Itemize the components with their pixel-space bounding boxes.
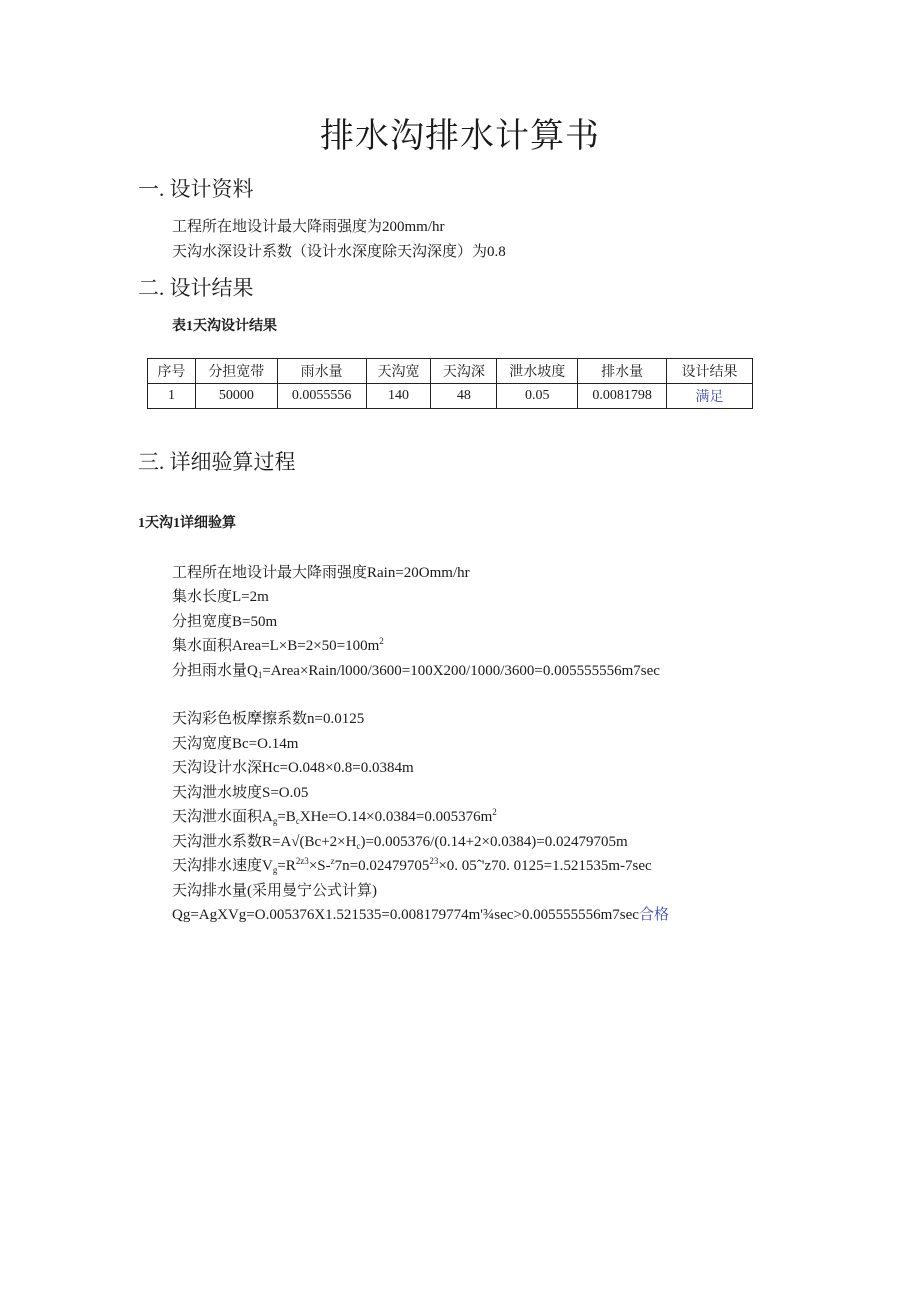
cell-gutter-width: 140 [366,384,431,409]
calc-rain-intensity: 工程所在地设计最大降雨强度Rain=20Omm/hr [172,565,470,581]
calc-flow-area: 天沟泄水面积$A_g=B_cXHe=O.14\times 0.0384=0.005376m^2$ [172,807,497,826]
calc-discharge-title: 天沟排水量(采用曼宁公式计算) [172,883,377,899]
column-header-discharge: 排水量 [578,359,667,384]
column-header-gutter-width: 天沟宽 [366,359,431,384]
calc-catchment-length: 集水长度L=2m [172,589,269,605]
section-heading-detailed-calculation: 三. 详细验算过程 [138,450,296,474]
pass-label: 合格 [638,907,669,923]
cell-discharge: 0.0081798 [578,384,667,409]
cell-result: 满足 [667,384,753,409]
column-header-gutter-depth: 天沟深 [431,359,497,384]
calc-catchment-width: 分担宽度B=50m [172,614,278,630]
calc-catchment-area: 集水面积$Area=L\times B=2\times 50=100m^2$ [172,636,384,654]
section-heading-design-results: 二. 设计结果 [138,276,254,300]
cell-width: 50000 [195,384,277,409]
table-header-row [148,359,753,384]
column-header-width: 分担宽带 [195,359,277,384]
calc-discharge-formula: Qg=AgXVg=O.005376X1.521535=0.008179774m'¾sec>0.005555556m7sec合格 [172,907,669,923]
design-result-table [147,358,753,409]
design-rain-intensity-text: 工程所在地设计最大降雨强度为200mm/hr [172,219,445,235]
column-header-slope: 泄水坡度 [497,359,578,384]
calc-friction-coefficient: 天沟彩色板摩擦系数n=0.0125 [172,711,365,727]
table-caption: 表1天沟设计结果 [172,319,277,334]
calc-rain-flow: 分担雨水量$Q_1=Area\times Rain/l000/3600=100X200/1000/3600=0.005555556m7\sec$ [172,663,660,680]
calc-gutter-width: 天沟宽度Bc=O.14m [172,736,299,752]
table-row [148,384,753,409]
cell-gutter-depth: 48 [431,384,497,409]
calc-gutter-slope: 天沟泄水坡度S=O.05 [172,785,309,801]
page-title: 排水沟排水计算书 [320,118,600,155]
column-header-result: 设计结果 [667,359,753,384]
cell-slope: 0.05 [497,384,578,409]
cell-rainfall: 0.0055556 [277,384,366,409]
subheading-gutter-1: 1天沟1详细验算 [138,516,236,531]
section-heading-design-data: 一. 设计资料 [138,177,254,201]
design-water-depth-coefficient-text: 天沟水深设计系数（设计水深度除天沟深度）为0.8 [172,244,506,260]
column-header-index: 序号 [148,359,196,384]
cell-index: 1 [148,384,196,409]
column-header-rainfall: 雨水量 [277,359,366,384]
calc-hydraulic-radius: 天沟泄水系数$R=A√(Bc+2\times H_c)=0.005376/(0.14+2\times 0.0384)=0.02479705m$ [172,834,628,851]
calc-design-water-depth: 天沟设计水深Hc=O.048×0.8=0.0384m [172,760,414,776]
calc-flow-velocity: 天沟排水速度$V_g=R^{2z3}\times S-^z7n=0.02479705^{23}\times 0$. 05ˆ'z70. 0125=1.521535m-7sec [172,856,652,875]
